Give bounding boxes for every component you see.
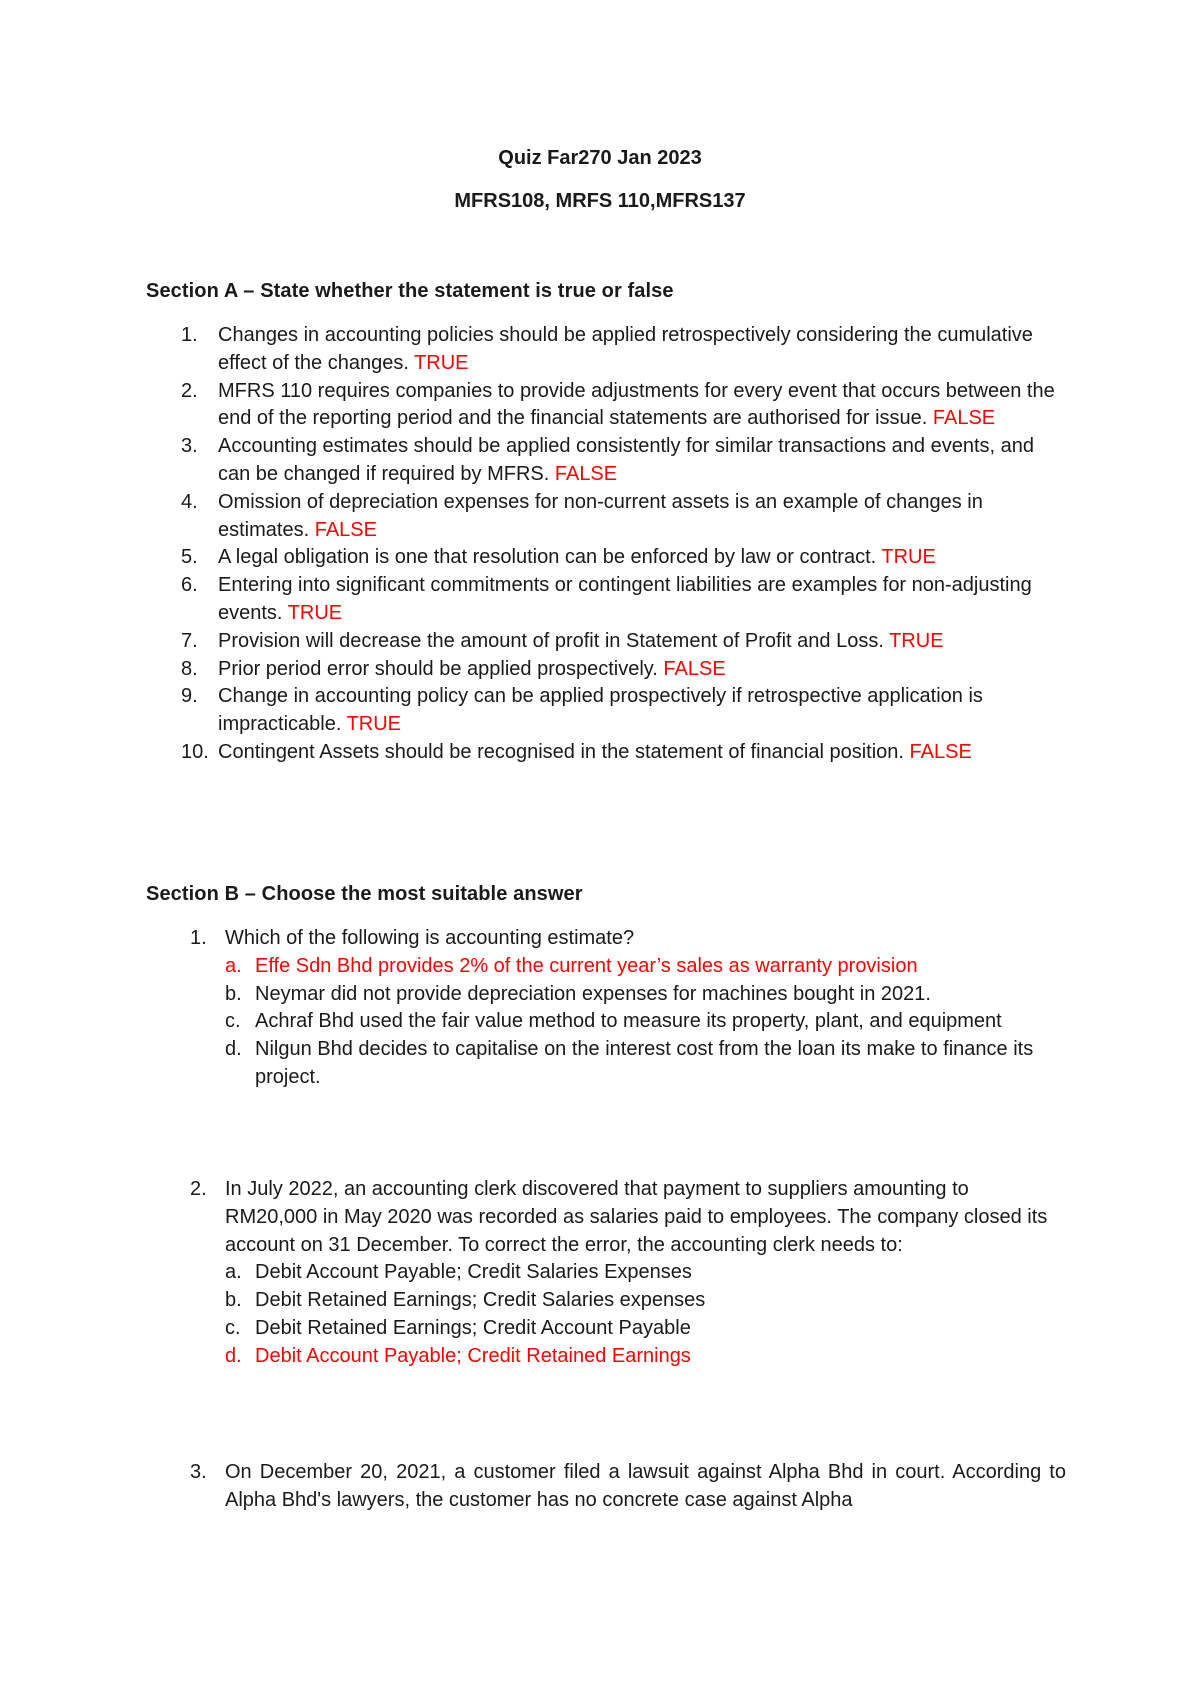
question-number: 2. <box>190 1178 207 1200</box>
item-number: 10. <box>181 740 209 763</box>
item-number: 2. <box>181 379 198 402</box>
statement-text: Provision will decrease the amount of profit in Statement of Profit and Loss. <box>218 629 890 652</box>
list-item <box>146 433 1066 489</box>
statement-text: Prior period error should be applied prospectively. <box>218 657 664 680</box>
question-number: 3. <box>190 1461 207 1483</box>
option-letter: c. <box>225 1316 241 1339</box>
answer-label: FALSE <box>663 657 726 680</box>
option-text: Debit Account Payable; Credit Retained Earnings <box>255 1344 691 1367</box>
item-number: 7. <box>181 629 198 652</box>
statement-text: MFRS 110 requires companies to provide adjustments for every event that occurs between the end of the reporting period and the financial statements are authorised for issue. <box>218 379 1055 430</box>
list-item <box>146 572 1066 628</box>
option-item <box>146 1287 1066 1315</box>
answer-label: FALSE <box>554 462 618 485</box>
option-item <box>146 1036 1066 1092</box>
list-item <box>146 656 1066 684</box>
item-number: 8. <box>181 657 198 680</box>
answer-label: FALSE <box>909 740 972 763</box>
item-number: 1. <box>181 324 198 346</box>
list-item <box>146 544 1066 572</box>
option-letter: d. <box>225 1344 242 1367</box>
section-b-heading: Section B – Choose the most suitable answer <box>146 883 583 905</box>
question-1 <box>146 925 1066 1092</box>
answer-label: TRUE <box>414 351 469 374</box>
section-a-heading: Section A – State whether the statement is true or false <box>146 280 674 302</box>
answer-label: FALSE <box>932 407 996 430</box>
question-3 <box>146 1459 1066 1515</box>
question-text: In July 2022, an accounting clerk discovered that payment to suppliers amounting to RM20,000 in May 2020 was recorded as salaries paid to employees. The company closed its account on 31 December. To correct the error, the accounting clerk needs to: <box>225 1178 1048 1256</box>
statement-text: A legal obligation is one that resolution can be enforced by law or contract. <box>218 546 882 569</box>
item-number: 3. <box>181 435 198 458</box>
option-text: Achraf Bhd used the fair value method to measure its property, plant, and equipment <box>255 1010 1002 1033</box>
page-subtitle: MFRS108, MRFS 110,MFRS137 <box>454 190 746 212</box>
option-text: Effe Sdn Bhd provides 2% of the current year’s sales as warranty provision <box>255 954 918 977</box>
question-text: On December 20, 2021, a customer filed a lawsuit against Alpha Bhd in court. According to Alpha Bhd's lawyers, the customer has no concrete case against Alpha <box>225 1461 1066 1511</box>
answer-label: TRUE <box>889 629 944 652</box>
option-item <box>146 1008 1066 1036</box>
option-item <box>146 1315 1066 1343</box>
statement-text: Change in accounting policy can be applied prospectively if retrospective application is impracticable. <box>218 685 983 736</box>
list-item <box>146 739 1066 767</box>
item-number: 5. <box>181 546 198 569</box>
item-number: 9. <box>181 685 198 708</box>
list-item <box>146 489 1066 545</box>
item-number: 4. <box>181 490 198 513</box>
option-text: Neymar did not provide depreciation expenses for machines bought in 2021. <box>255 982 931 1005</box>
option-letter: a. <box>225 1261 242 1284</box>
option-letter: b. <box>225 1289 242 1312</box>
option-item <box>146 981 1066 1009</box>
item-number: 6. <box>181 574 198 597</box>
section-a-list <box>146 322 1066 767</box>
list-item <box>146 628 1066 656</box>
statement-text: Entering into significant commitments or contingent liabilities are examples for non-adjusting events. <box>218 574 1032 624</box>
statement-text: Contingent Assets should be recognised in the statement of financial position. <box>218 740 910 763</box>
option-letter: d. <box>225 1038 242 1061</box>
question-2 <box>146 1176 1066 1371</box>
option-item <box>146 953 1066 981</box>
option-letter: c. <box>225 1010 241 1033</box>
list-item <box>146 683 1066 739</box>
statement-text: Accounting estimates should be applied consistently for similar transactions and events, and can be changed if required by MFRS. <box>218 435 1035 485</box>
statement-text: Changes in accounting policies should be applied retrospectively considering the cumulative effect of the changes. <box>218 324 1033 374</box>
option-text: Debit Retained Earnings; Credit Salaries expenses <box>255 1289 706 1312</box>
answer-label: FALSE <box>314 518 377 541</box>
option-text: Debit Retained Earnings; Credit Account Payable <box>255 1316 691 1339</box>
option-item <box>146 1343 1066 1371</box>
answer-label: TRUE <box>346 713 402 736</box>
list-item <box>146 378 1066 434</box>
answer-label: TRUE <box>881 546 936 569</box>
answer-label: TRUE <box>287 601 343 624</box>
options-list <box>146 1259 1066 1370</box>
option-item <box>146 1259 1066 1287</box>
options-list <box>146 953 1066 1092</box>
page-title: Quiz Far270 Jan 2023 <box>498 147 702 169</box>
question-text: Which of the following is accounting estimate? <box>225 927 635 949</box>
option-letter: a. <box>225 954 242 977</box>
option-text: Debit Account Payable; Credit Salaries Expenses <box>255 1261 692 1284</box>
list-item <box>146 322 1066 378</box>
statement-text: Omission of depreciation expenses for non-current assets is an example of changes in estimates. <box>218 490 983 541</box>
option-text: Nilgun Bhd decides to capitalise on the interest cost from the loan its make to finance its project. <box>255 1038 1034 1088</box>
option-letter: b. <box>225 982 242 1005</box>
question-number: 1. <box>190 927 207 949</box>
